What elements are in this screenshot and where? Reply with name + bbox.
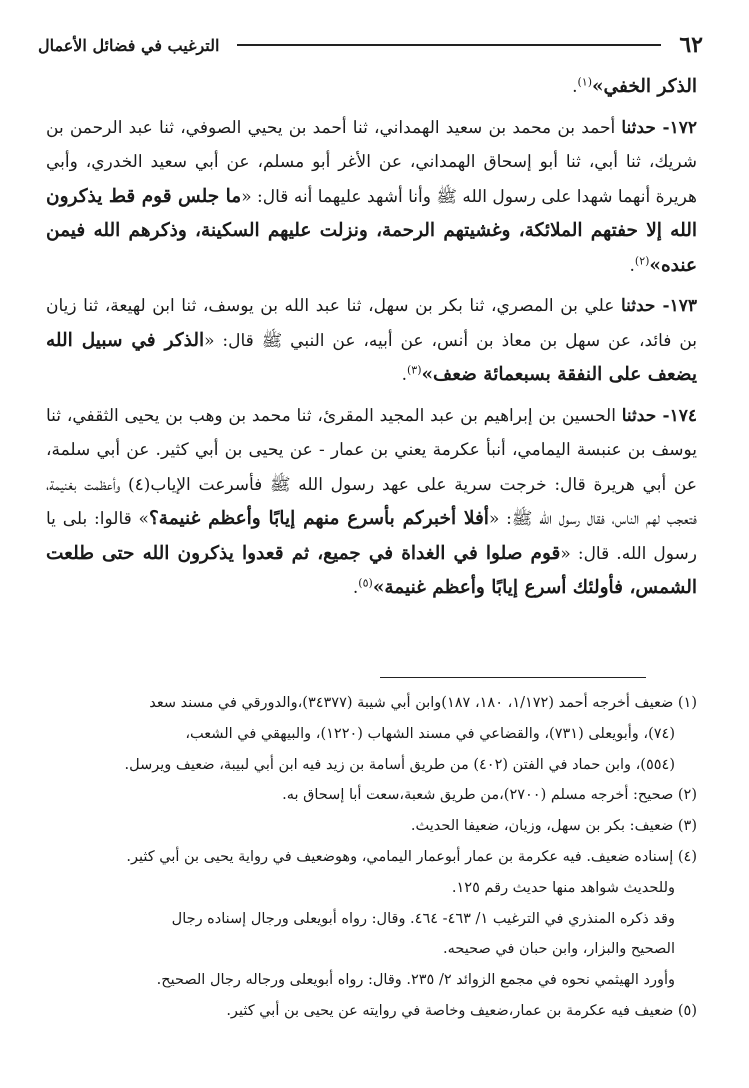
footnote-line: وللحديث شواهد منها حديث رقم ١٢٥. xyxy=(451,879,675,896)
footnote-ref[interactable]: (٣) xyxy=(406,363,422,377)
hadith-text: الذكر في سبيل الله يضعف على النفقة بسبعمائة ضعف» xyxy=(46,329,697,385)
footnote-ref[interactable]: (٥) xyxy=(358,576,373,590)
page-number: ٦٢ xyxy=(679,32,703,58)
footnote-separator xyxy=(380,677,646,678)
footnote-line: (٣) ضعيف: بكر بن سهل، وزيان، ضعيفا الحديث. xyxy=(410,818,697,835)
hadith-paragraph-174 xyxy=(46,399,697,606)
footnote-line: (٧٤)، وأبويعلى (٧٣١)، والقضاعي في مسند الشهاب (١٢٢٠)، والبيهقي في الشعب، xyxy=(185,725,675,742)
narration-text: » قالوا: بلى يا رسول الله. قال: « xyxy=(46,509,697,564)
footnote-line: (٥٥٤)، وابن حماد في الفتن (٤٠٢) من طريق أسامة بن زيد فيه ابن أبي لبيبة، ضعيف ويرسل. xyxy=(124,756,675,773)
footnotes xyxy=(46,688,697,1027)
isnad-text: أحمد بن محمد بن سعيد الهمداني، ثنا أحمد بن يحيي الصوفي، ثنا عبد الرحمن بن شريك، ثنا أبي، ثنا أبو إسحاق الهمداني، عن الأغر أبو مسلم، عن أبي سعيد الخدري، وأبي هريرة أنهما شهدا على رسول الله ﷺ وأنا أشهد عليهما أنه قال: « xyxy=(46,117,697,207)
hadith-text-2: قوم صلوا في الغداة في جميع، ثم قعدوا يذكرون الله حتى طلعت الشمس، فأولئك أسرع إيابًا وأعظم غنيمة» xyxy=(46,542,697,598)
isnad-text: الحسين بن إبراهيم بن عبد المجيد المقرئ، ثنا محمد بن وهب بن يحيى الثقفي، ثنا يوسف بن عنبسة اليمامي، أنبأ عكرمة يعني بن عمار - عن يحيى بن أبي كثير. عن أبي سلمة، عن أبي هريرة قال: خرجت سرية على عهد رسول الله ﷺ فأسرعت الإياب(٤) وأعظمت بغنيمة، فتعجب لهم الناس، فقال رسول الله ﷺ: « xyxy=(46,405,697,529)
paragraph-end: . xyxy=(352,578,359,598)
paragraph-end: . xyxy=(629,255,635,276)
hadith-number: ١٧٣- حدثنا xyxy=(620,296,697,316)
hadith-text: ما جلس قوم قط يذكرون الله إلا حفتهم الملائكة، وغشيتهم الرحمة، ونزلت عليهم السكينة، وذكرهم الله فيمن عنده» xyxy=(46,185,697,276)
footnote-line: (٥) ضعيف فيه عكرمة بن عمار،ضعيف وخاصة في روايته عن يحيى بن أبي كثير. xyxy=(226,1002,697,1019)
running-title: الترغيب في فضائل الأعمال xyxy=(38,35,220,55)
footnote-line: وقد ذكره المنذري في الترغيب ١/ ٤٦٣- ٤٦٤. وقال: رواه أبويعلى ورجال إسناده رجال xyxy=(171,910,675,927)
hadith-text: الذكر الخفي» xyxy=(591,76,697,97)
footnote-line: (٤) إسناده ضعيف. فيه عكرمة بن عمار أبوعمار اليمامي، وهوضعيف في رواية يحيى بن أبي كثير. xyxy=(126,848,697,865)
hadith-text: أفلا أخبركم بأسرع منهم إيابًا وأعظم غنيمة؟ xyxy=(148,508,489,529)
header-rule xyxy=(237,44,661,46)
main-text xyxy=(46,70,697,612)
paragraph-end: . xyxy=(572,77,578,97)
hadith-paragraph-173 xyxy=(46,289,697,393)
footnote-ref[interactable]: (٢) xyxy=(634,253,650,267)
paragraph-continuation xyxy=(46,70,697,105)
hadith-number: ١٧٢- حدثنا xyxy=(621,117,697,138)
isnad-text: علي بن المصري، ثنا بكر بن سهل، ثنا عبد الله بن يوسف، ثنا ابن لهيعة، ثنا زيان بن فائد، عن سهل بن معاذ بن أنس، عن أبيه، عن النبي ﷺ قال: « xyxy=(46,296,697,351)
footnote-line: وأورد الهيثمي نحوه في مجمع الزوائد ٢/ ٢٣٥. وقال: رواه أبويعلى ورجاله رجال الصحيح. xyxy=(156,972,675,989)
hadith-number: ١٧٤- حدثنا xyxy=(621,405,697,426)
footnote-ref[interactable]: (١) xyxy=(577,75,592,89)
running-header xyxy=(38,30,703,60)
paragraph-end: . xyxy=(401,365,407,385)
footnote-line: الصحيح والبزار، وابن حبان في صحيحه. xyxy=(442,941,675,958)
footnote-line: (١) ضعيف أخرجه أحمد (١/١٧٢، ١٨٠، ١٨٧)وابن أبي شيبة (٣٤٣٧٧)،والدورقي في مسند سعد xyxy=(149,695,697,711)
hadith-paragraph-172 xyxy=(46,111,697,284)
footnote-line: (٢) صحيح: أخرجه مسلم (٢٧٠٠)،من طريق شعبة،سعت أبا إسحاق به. xyxy=(282,787,697,804)
